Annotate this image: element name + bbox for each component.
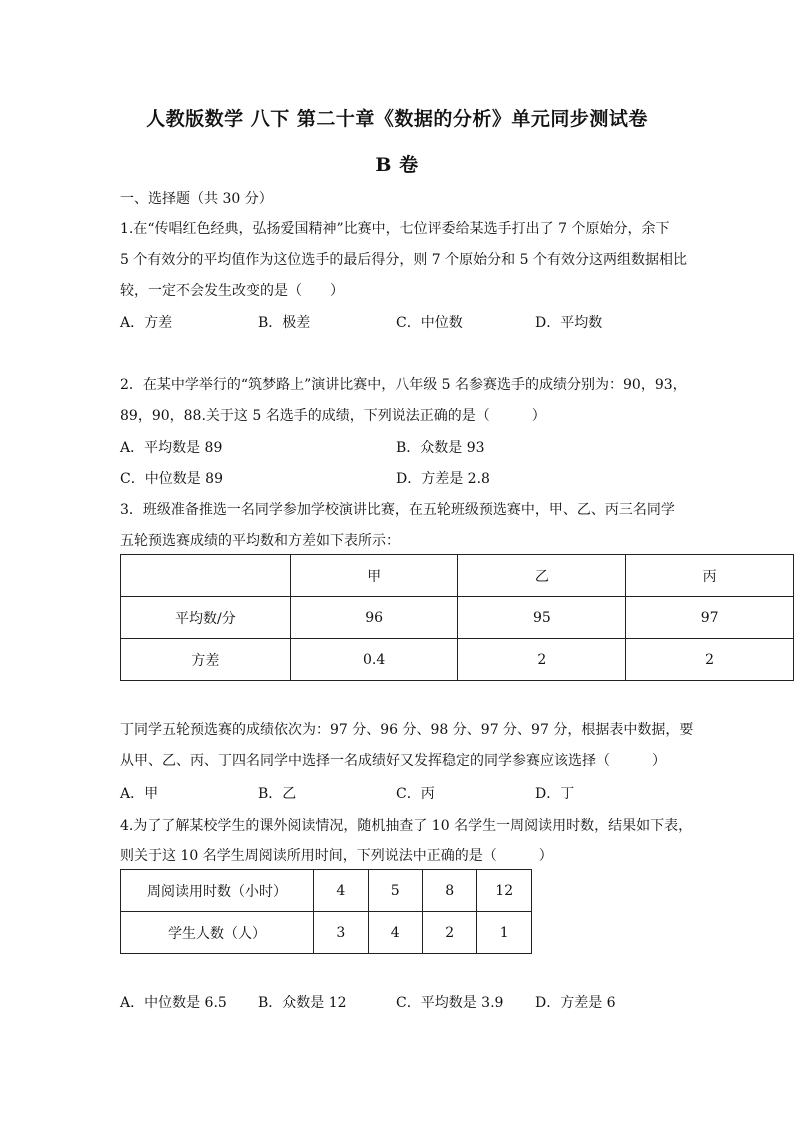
- q3-table-cell: 2: [458, 639, 626, 681]
- q4-option-c: C．平均数是 3.9: [396, 995, 504, 1011]
- q1-option-b: B．极差: [258, 315, 311, 331]
- table-row: [121, 555, 794, 597]
- q1-option-c: C．中位数: [396, 315, 463, 331]
- q4-option-a: A．中位数是 6.5: [120, 995, 227, 1011]
- q2-line-2: 89，90，88.关于这 5 名选手的成绩，下列说法正确的是（ ）: [120, 408, 546, 424]
- q1-line-3: 较，一定不会发生改变的是（ ）: [120, 283, 344, 299]
- page-title: 人教版数学 八下 第二十章《数据的分析》单元同步测试卷: [146, 108, 648, 130]
- q4-table-cell: 5: [368, 870, 422, 912]
- q3-table-cell: 甲: [290, 555, 458, 597]
- q3-table-cell: 95: [458, 597, 626, 639]
- q3-option-c: C．丙: [396, 786, 435, 802]
- q3-line-1: 3．班级准备推选一名同学参加学校演讲比赛，在五轮班级预选赛中，甲、乙、丙三名同学: [120, 502, 675, 518]
- q4-table-cell: 周阅读用时数（小时）: [121, 870, 314, 912]
- q3-option-b: B．乙: [258, 786, 297, 802]
- q3-option-a: A．甲: [120, 786, 159, 802]
- q4-table-cell: 学生人数（人）: [121, 912, 314, 954]
- q3-table: [120, 554, 794, 681]
- q4-option-b: B．众数是 12: [258, 995, 347, 1011]
- table-row: [121, 639, 794, 681]
- q2-option-d: D．方差是 2.8: [396, 471, 490, 487]
- q1-option-a: A．方差: [120, 315, 173, 331]
- q2-line-1: 2．在某中学举行的“筑梦路上”演讲比赛中，八年级 5 名参赛选手的成绩分别为：90，93，: [120, 377, 687, 393]
- table-row: [121, 597, 794, 639]
- q3-table-cell: 96: [290, 597, 458, 639]
- q4-table-cell: 12: [477, 870, 532, 912]
- q3-after-line-2: 从甲、乙、丙、丁四名同学中选择一名成绩好又发挥稳定的同学参赛应该选择（ ）: [120, 753, 666, 769]
- q4-table-cell: 1: [477, 912, 532, 954]
- q4-table-cell: 2: [422, 912, 476, 954]
- table-row: [121, 870, 532, 912]
- q1-option-d: D．平均数: [535, 315, 603, 331]
- q3-table-cell: 0.4: [290, 639, 458, 681]
- table-row: [121, 912, 532, 954]
- q3-table-cell: [121, 555, 291, 597]
- q4-option-d: D．方差是 6: [535, 995, 616, 1011]
- q3-table-cell: 97: [626, 597, 794, 639]
- q3-line-2: 五轮预选赛成绩的平均数和方差如下表所示：: [120, 533, 400, 549]
- q3-after-line-1: 丁同学五轮预选赛的成绩依次为：97 分、96 分、98 分、97 分、97 分，根据表中数据，要: [120, 722, 694, 738]
- q4-table-cell: 4: [368, 912, 422, 954]
- q4-line-1: 4.为了了解某校学生的课外阅读情况，随机抽查了 10 名学生一周阅读用时数，结果如下表，: [120, 818, 693, 834]
- q2-option-b: B．众数是 93: [396, 440, 485, 456]
- q2-option-a: A．平均数是 89: [120, 440, 223, 456]
- q3-table-cell: 方差: [121, 639, 291, 681]
- q3-table-cell: 乙: [458, 555, 626, 597]
- q1-line-2: 5 个有效分的平均值作为这位选手的最后得分，则 7 个原始分和 5 个有效分这两组数据相比: [120, 252, 687, 268]
- q4-table-cell: 4: [314, 870, 368, 912]
- q4-table-cell: 8: [422, 870, 476, 912]
- section-label: 一、选择题（共 30 分）: [120, 191, 273, 207]
- q1-line-1: 1.在“传唱红色经典，弘扬爱国精神”比赛中，七位评委给某选手打出了 7 个原始分，余下: [120, 221, 670, 237]
- q3-table-cell: 平均数/分: [121, 597, 291, 639]
- q4-line-2: 则关于这 10 名学生周阅读所用时间，下列说法中正确的是（ ）: [120, 848, 553, 864]
- q4-table-cell: 3: [314, 912, 368, 954]
- page-subtitle: B 卷: [375, 154, 419, 176]
- q3-option-d: D．丁: [535, 786, 575, 802]
- q2-option-c: C．中位数是 89: [120, 471, 223, 487]
- q3-table-cell: 丙: [626, 555, 794, 597]
- q3-table-cell: 2: [626, 639, 794, 681]
- q4-table: [120, 869, 532, 954]
